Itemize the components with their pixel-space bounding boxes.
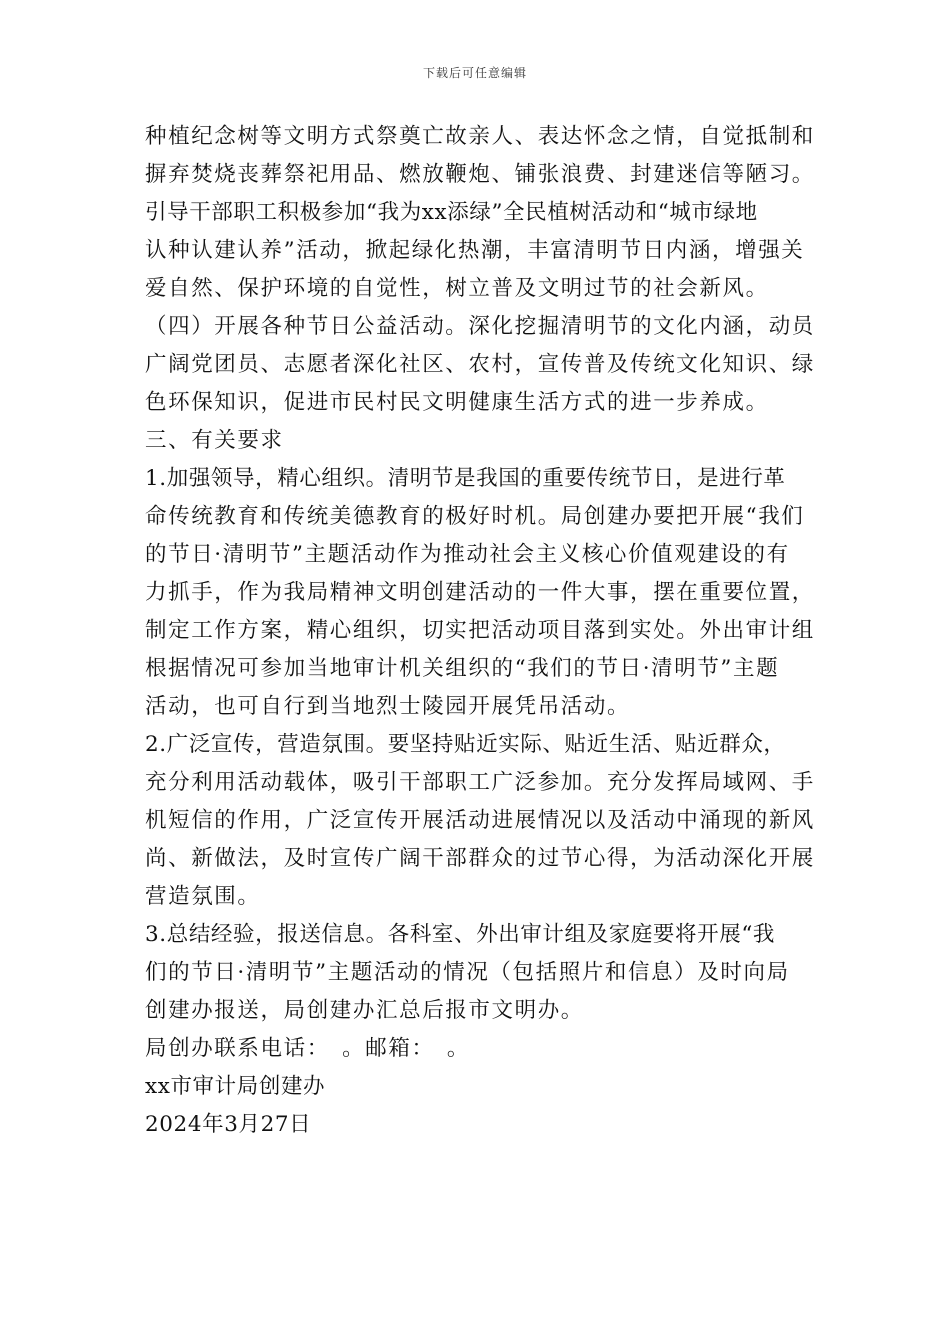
body-line: 摒弃焚烧丧葬祭祀用品、燃放鞭炮、铺张浪费、封建迷信等陋习。 [145,162,815,187]
contact-line: 局创办联系电话： 。邮箱： 。 [145,1036,471,1061]
body-line: 根据情况可参加当地审计机关组织的“我们的节日·清明节”主题 [145,656,780,681]
body-line: 机短信的作用，广泛宣传开展活动进展情况以及活动中涌现的新风 [145,808,815,833]
body-line: 的节日·清明节”主题活动作为推动社会主义核心价值观建设的有 [145,542,790,567]
body-line: 创建办报送，局创建办汇总后报市文明办。 [145,998,584,1023]
body-line: 们的节日·清明节”主题活动的情况（包括照片和信息）及时向局 [145,960,790,985]
body-line: 力抓手，作为我局精神文明创建活动的一件大事，摆在重要位置， [145,580,815,605]
body-line: 尚、新做法，及时宣传广阔干部群众的过节心得，为活动深化开展 [145,846,815,871]
body-line: 活动，也可自行到当地烈士陵园开展凭吊活动。 [145,694,631,719]
body-line: 色环保知识，促进市民村民文明健康生活方式的进一步养成。 [145,390,769,415]
signature-organization: xx市审计局创建办 [145,1074,326,1099]
body-line: 认种认建认养”活动，掀起绿化热潮，丰富清明节日内涵，增强关 [145,238,805,263]
body-line: 1.加强领导，精心组织。清明节是我国的重要传统节日，是进行革 [145,466,786,491]
body-line: 营造氛围。 [145,884,261,909]
body-line: 种植纪念树等文明方式祭奠亡故亲人、表达怀念之情，自觉抵制和 [145,124,815,149]
body-line: 3.总结经验，报送信息。各科室、外出审计组及家庭要将开展“我 [145,922,776,947]
section-heading: 三、有关要求 [145,428,284,453]
body-line: 2.广泛宣传，营造氛围。要坚持贴近实际、贴近生活、贴近群众， [145,732,786,757]
body-line: 制定工作方案，精心组织，切实把活动项目落到实处。外出审计组 [145,618,815,643]
body-line: （四）开展各种节日公益活动。深化挖掘清明节的文化内涵，动员 [145,314,815,339]
body-line: 广阔党团员、志愿者深化社区、农村，宣传普及传统文化知识、绿 [145,352,815,377]
body-line: 充分利用活动载体，吸引干部职工广泛参加。充分发挥局域网、手 [145,770,815,795]
body-line: 爱自然、保护环境的自觉性，树立普及文明过节的社会新风。 [145,276,769,301]
body-line: 引导干部职工积极参加“我为xx添绿”全民植树活动和“城市绿地 [145,200,758,225]
signature-date: 2024年3月27日 [145,1112,312,1137]
page-header-note: 下载后可任意编辑 [422,66,527,80]
body-line: 命传统教育和传统美德教育的极好时机。局创建办要把开展“我们 [145,504,805,529]
document-body [145,118,815,1144]
